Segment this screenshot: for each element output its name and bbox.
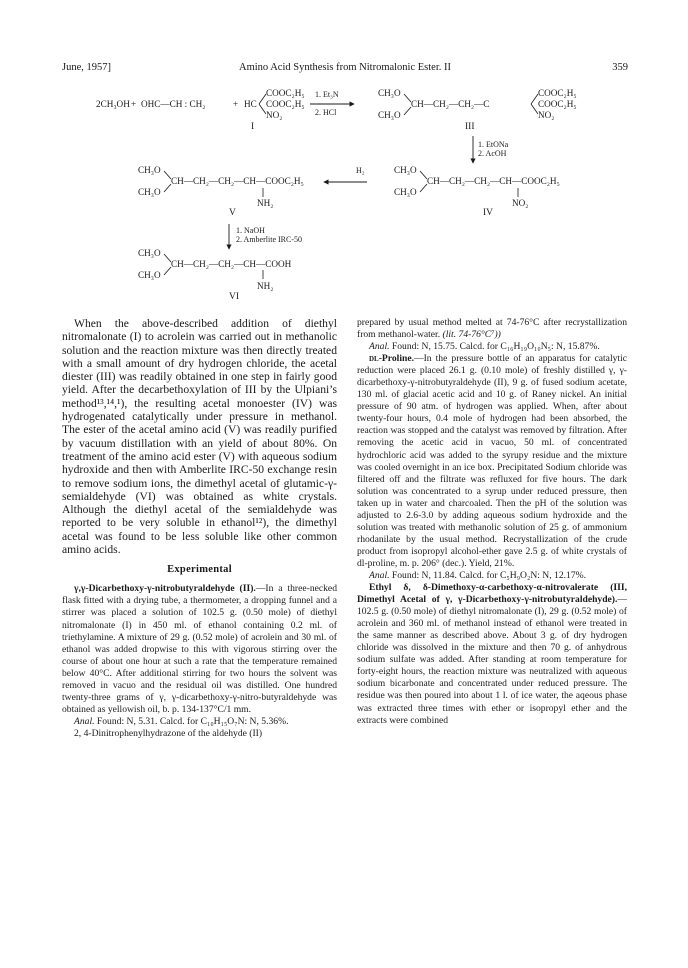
amino-group: NH₂ — [257, 198, 274, 208]
condition-step-4: 2. Amberlite IRC-50 — [236, 235, 302, 244]
methoxy-group: CH₃O — [138, 270, 161, 280]
plus-sign: + — [131, 99, 137, 109]
scheme-bonds-and-arrows — [0, 0, 688, 300]
compound-I-bonds — [259, 94, 266, 114]
compound-label-III: III — [465, 122, 475, 132]
left-column — [62, 317, 337, 740]
compound-IV-chain: CH—CH₂—CH₂—CH—COOC₂H₅ — [427, 176, 560, 186]
intro-paragraph: When the above-described addition of diethyl nitromalonate (I) to acrolein was carried out in methanolic solution and the reaction mixture was then directly treated with a small amount of dry hydrogen chloride, the acetal diester (III) was readily obtained in one step in fairly good yield. After the decarbethoxylation of III by the Ulpiani’s method¹³,¹⁴,¹), the resulting acetal monoester (IV) was hydrogenated catalytically under pressure in methanol. The ester of the acetal amino acid (V) was readily purified by vacuum distillation with an yield of about 80%. On treatment of the amino acid ester (V) with aqueous sodium hydroxide and then with Amberlite IRC-50 exchange resin to remove sodium ions, the dimethyl acetal of glutamic-γ-semialdehyde (VI) was obtained as white crystals. Although the diethyl acetal of the semialdehyde was reported to be very soluble in ethanol¹²), the dimethyl acetal was found to be less soluble like other common amino acids. — [62, 317, 337, 557]
analysis-label: Anal. — [369, 569, 390, 581]
reactant-methanol: 2CH₃OH — [96, 99, 130, 109]
condition-step-2: 2. AcOH — [478, 149, 507, 158]
proline-paragraph — [357, 353, 627, 570]
hydrazone-paragraph: 2, 4-Dinitrophenylhydrazone of the aldehyde (II) — [74, 727, 263, 739]
journal-date: June, 1957] — [62, 62, 111, 73]
condition-step-1: 1. Et₃N — [315, 90, 339, 99]
analysis-paragraph — [357, 341, 627, 353]
analysis-paragraph — [357, 570, 627, 582]
analysis-label: Anal. — [369, 341, 390, 353]
analysis-text: Found: N, 11.84. Calcd. for C₅H₉O₂N: N, 12.17%. — [389, 569, 587, 581]
procedure-text: —In a three-necked flask fitted with a drying tube, a thermometer, a dropping funnel and a stirrer was placed a solution of 102.5 g. (0.50 mole) of diethyl nitromalonate (I) in 450 ml. of ethanol containing 0.2 ml. of triethylamine. A mixture of 29 g. (0.52 mole) of acrolein and 30 ml. of ethanol was added dropwise to this with vigorous stirring over the course of about one hour at such a rate that the temperature remained below 40°C. After additional stirring for two hours the solvent was removed in vacuo and the residual oil was distilled. One hundred twenty-three grams of γ, γ-dicarbethoxy-γ-nitro-butyraldehyde was obtained as yellowish oil, b. p. 134-137°C/1 mm. — [62, 583, 337, 715]
procedure-text: —102.5 g. (0.50 mole) of diethyl nitromalonate (I), 29 g. (0.52 mole) of acrolein and 360 ml. of methanol instead of ethanol were treated in the same manner as described above. About 3 g. of dry hydrogen chloride was dissolved in the mixture and then 70 g. of anhydrous sodium sulfate was added. After standing at room temperature for forty-eight hours, the reaction mixture was neutralized with aqueous sodium bicarbonate and concentrated under reduced pressure. The residue was then poured into about 1 l. of ice water, the aqeous phase was extracted three times with ether or isopropyl ether and the extracts were combined — [357, 594, 627, 726]
ester-paragraph-III — [357, 582, 627, 727]
procedure-paragraph-II — [62, 583, 337, 716]
compound-label-VI: VI — [229, 292, 240, 302]
methoxy-group: CH₃O — [378, 110, 401, 120]
condition-step-4: 1. NaOH — [236, 226, 265, 235]
compound-V-chain: CH—CH₂—CH₂—CH—COOC₂H₅ — [171, 176, 304, 186]
nitro-group: NO₂ — [512, 198, 529, 208]
reactant-acrolein: OHC—CH : CH₂ — [141, 99, 206, 109]
condition-step-2: 1. EtONa — [478, 140, 509, 149]
dl-prefix: dl — [369, 353, 379, 365]
compound-label-I: I — [251, 122, 255, 132]
condition-step-3: H₂ — [356, 166, 365, 175]
analysis-text: Found: N, 15.75. Calcd. for C₁₆H₁₉O₁₀N₅: N, 15.87%. — [389, 341, 600, 353]
compound-title: γ,γ-Dicarbethoxy-γ-nitrobutyraldehyde (II). — [74, 583, 256, 595]
analysis-text: Found: N, 5.31. Calcd. for C₁₀H₁₅O₇N: N, 5.36%. — [94, 715, 289, 727]
condition-step-1: 2. HCl — [315, 108, 337, 117]
hydrazone-continuation — [357, 317, 627, 341]
analysis-label: Anal. — [74, 715, 95, 727]
continuation-text: prepared by usual method melted at 74-76°C after recrystallization from methanol-water. — [357, 317, 627, 341]
page-number: 359 — [612, 62, 628, 73]
nitro-group: NO₂ — [266, 110, 283, 120]
methoxy-group: CH₃O — [394, 165, 417, 175]
compound-label-IV: IV — [483, 208, 494, 218]
methoxy-group: CH₃O — [378, 88, 401, 98]
amino-group: NH₂ — [257, 281, 274, 291]
methoxy-group: CH₃O — [138, 165, 161, 175]
compound-label-V: V — [229, 208, 236, 218]
ester-group: COOC₂H₅ — [538, 88, 577, 98]
nitromalonate-carbon: HC — [244, 99, 257, 109]
compound-VI-chain: CH—CH₂—CH₂—CH—COOH — [171, 259, 292, 269]
ester-group: COOC₂H₅ — [266, 88, 305, 98]
plus-sign: + — [233, 99, 239, 109]
compound-III-chain: CH—CH₂—CH₂—C — [411, 99, 490, 109]
methoxy-group: CH₃O — [394, 187, 417, 197]
ester-group: COOC₂H₅ — [538, 99, 577, 109]
ester-group: COOC₂H₅ — [266, 99, 305, 109]
reaction-scheme — [0, 0, 688, 300]
section-heading-experimental: Experimental — [167, 564, 232, 576]
compound-title: Ethyl δ, δ-Dimethoxy-α-carbethoxy-α-nitrovalerate (III, Dimethyl Acetal of γ, γ-Dicarbethoxy-γ-nitrobutyraldehyde). — [357, 582, 627, 606]
analysis-paragraph — [62, 716, 337, 728]
procedure-text: —In the pressure bottle of an apparatus for catalytic reduction were placed 26.1 g. (0.10 mole) of freshly distilled γ, γ-dicarbethoxy-γ-nitrobutyraldehyde (II), 9 g. of fused sodium acetate, 130 ml. of glacial acetic acid and 10 g. of Raney nickel. An initial pressure of 90 atm. of hydrogen was applied. When, after about twenty-four hours, 0.4 mole of hydrogen had been absorbed, the reaction was stopped and the catalyst was removed by filtration. After removing the acetic acid in vacuo, 50 ml. of concentrated hydrochloric acid was added to the syrupy residue and the mixture was cooled overnight in an ice box. Precipitated Sodium chloride was filtered off and the filtrate was refluxed for five hours. The dark solution was concentrated to a syrup under reduced pressure, then taken up in water and charcoaled. Then the pH of the solution was adjusted to 2.6-3.0 by adding aqueous sodium hydroxide and the solution was treated with methanolic solution of 25 g. of ammonium rhodanilate by the usual method. Recrystallization of the crude product from isopropyl alcohol-ether gave 2.5 g. of white crystals of dl-proline, m. p. 206° (dec.). Yield, 21%. — [357, 353, 627, 569]
methoxy-group: CH₃O — [138, 248, 161, 258]
running-title: Amino Acid Synthesis from Nitromalonic Ester. II — [238, 62, 451, 73]
literature-reference: (lit. 74-76°C⁷)) — [442, 329, 501, 341]
compound-title: -Proline. — [378, 353, 414, 365]
nitro-group: NO₂ — [538, 110, 555, 120]
right-column — [357, 317, 627, 727]
methoxy-group: CH₃O — [138, 187, 161, 197]
